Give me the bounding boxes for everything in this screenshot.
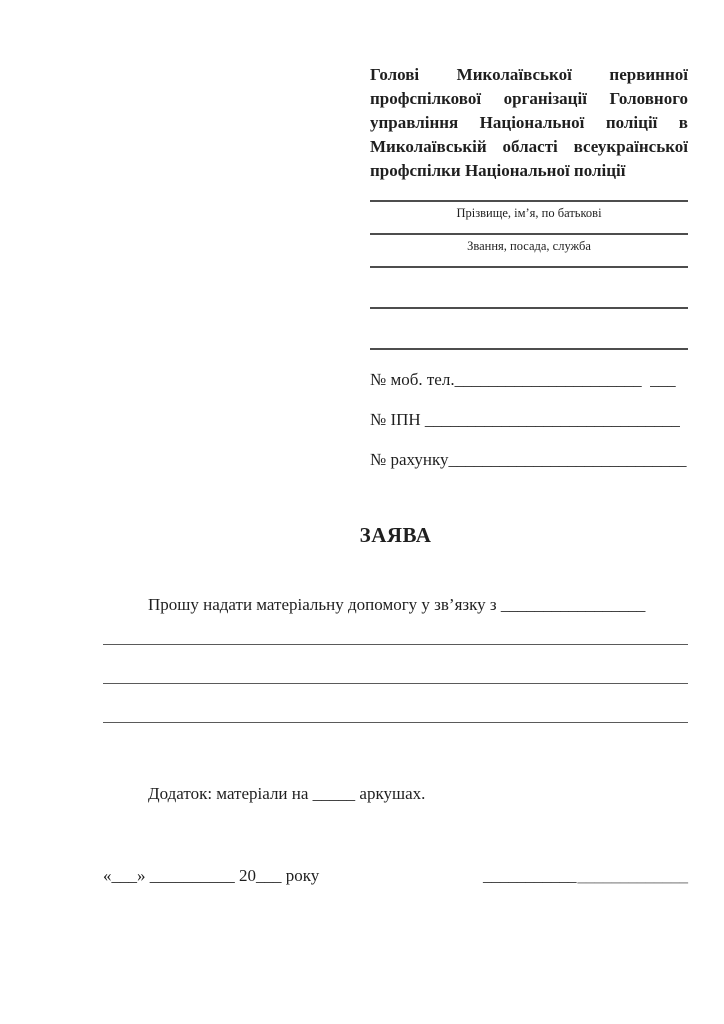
document-title: ЗАЯВА — [359, 523, 432, 547]
signature-blank: ___________ — [483, 866, 577, 885]
signature-lines — [483, 866, 688, 886]
applicant-name-line — [370, 200, 688, 202]
date-signature-row — [103, 866, 688, 886]
body-blank-line — [103, 684, 688, 723]
date-line: «___» __________ 20___ року — [103, 866, 320, 885]
body-blank-line — [103, 615, 688, 645]
account-number-field: № рахунку____________________________ — [370, 450, 687, 469]
applicant-extra-line — [370, 266, 688, 268]
attachment-note: Додаток: матеріали на _____ аркушах. — [148, 784, 426, 803]
recipient-address — [370, 63, 688, 183]
body-blank-line — [103, 645, 688, 684]
recipient-address-line: профспілки Національної поліції — [370, 161, 626, 180]
recipient-address-line: Голові Миколаївської первинної — [370, 65, 688, 84]
recipient-address-line: профспілкової організації Головного — [370, 89, 688, 108]
ipn-field: № ІПН ______________________________ — [370, 410, 680, 429]
mobile-phone-field: № моб. тел.______________________ ___ — [370, 370, 676, 389]
recipient-address-line: Миколаївській області всеукраїнської — [370, 137, 688, 156]
applicant-rank-line — [370, 233, 688, 235]
applicant-rank-label: Звання, посада, служба — [467, 239, 591, 253]
recipient-block — [370, 63, 688, 478]
contact-fields — [370, 358, 688, 478]
applicant-name-label: Прізвище, ім’я, по батькові — [456, 206, 602, 220]
recipient-address-line: управління Національної поліції в — [370, 113, 688, 132]
applicant-extra-line — [370, 348, 688, 350]
document-body — [103, 594, 688, 805]
signature-name-blank: _____________ — [577, 866, 688, 885]
applicant-extra-line — [370, 307, 688, 309]
request-paragraph: Прошу надати матеріальну допомогу у зв’язку з _________________ — [148, 595, 646, 614]
